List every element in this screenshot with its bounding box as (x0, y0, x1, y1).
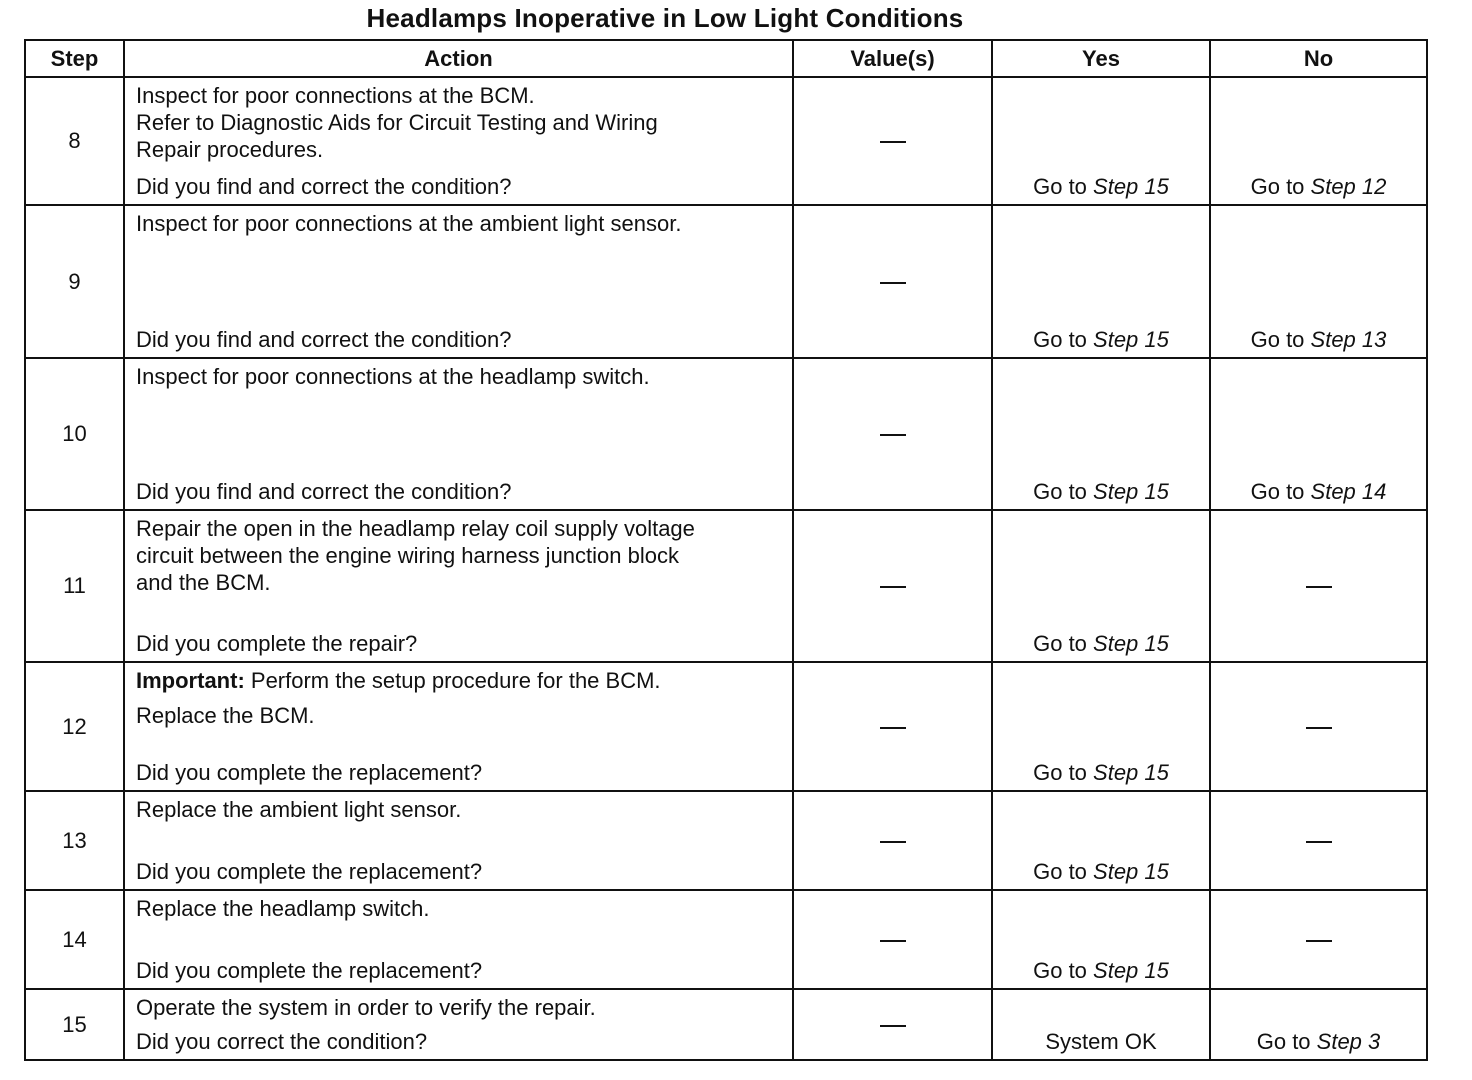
yes-cell (992, 989, 1210, 1060)
yes-cell (992, 791, 1210, 890)
action-line: Inspect for poor connections at the ambient light sensor. (136, 211, 682, 236)
yes-go-to: Go to (1033, 760, 1094, 785)
action-question: Did you complete the replacement? (136, 958, 483, 983)
value-dash (880, 141, 906, 143)
action-cell (124, 77, 793, 205)
no-dash (1306, 841, 1332, 843)
action-content (136, 667, 782, 786)
no-step-ref: Step 3 (1316, 1029, 1381, 1054)
action-content (136, 796, 782, 885)
step-number: 11 (25, 510, 124, 662)
action-cell (124, 989, 793, 1060)
yes-cell (992, 358, 1210, 510)
header-step: Step (25, 40, 124, 77)
action-question: Did you find and correct the condition? (136, 327, 512, 352)
yes-step-ref: Step 15 (1093, 760, 1169, 785)
yes-go-to: Go to (1033, 958, 1094, 983)
diagnostic-steps-table (24, 39, 1428, 1061)
no-go-to: Go to (1250, 174, 1311, 199)
value-cell (793, 77, 992, 205)
header-yes: Yes (992, 40, 1210, 77)
action-text: Perform the setup procedure for the BCM. (250, 668, 661, 693)
action-content (136, 210, 782, 353)
yes-cell (992, 662, 1210, 791)
yes-step-ref: Step 15 (1093, 479, 1169, 504)
action-line (136, 667, 782, 694)
no-step-ref: Step 13 (1310, 327, 1387, 352)
action-instructions (136, 363, 782, 390)
value-cell (793, 890, 992, 989)
value-cell (793, 358, 992, 510)
no-cell (1210, 662, 1427, 791)
yes-step-ref: Step 15 (1093, 327, 1169, 352)
table-row (25, 890, 1427, 989)
page-title: Headlamps Inoperative in Low Light Conditions (366, 3, 964, 33)
no-go-to: Go to (1250, 479, 1311, 504)
no-cell (1210, 510, 1427, 662)
action-cell (124, 358, 793, 510)
table-row (25, 791, 1427, 890)
value-dash (880, 282, 906, 284)
value-dash (880, 727, 906, 729)
header-action: Action (124, 40, 793, 77)
yes-go-to: Go to (1033, 859, 1094, 884)
action-content (136, 994, 782, 1055)
no-cell (1210, 791, 1427, 890)
yes-cell (992, 510, 1210, 662)
table-row (25, 205, 1427, 358)
important-label: Important: (136, 668, 245, 693)
action-content (136, 82, 782, 200)
action-instructions (136, 667, 782, 729)
value-dash (880, 1025, 906, 1027)
step-number: 8 (25, 77, 124, 205)
yes-go-to: Go to (1033, 479, 1094, 504)
action-question: Did you complete the replacement? (136, 760, 483, 785)
step-number: 9 (25, 205, 124, 358)
action-line: Inspect for poor connections at the headlamp switch. (136, 364, 650, 389)
table-body (25, 77, 1427, 1060)
action-content (136, 363, 782, 505)
value-cell (793, 662, 992, 791)
action-question: Did you complete the replacement? (136, 859, 483, 884)
action-content (136, 515, 782, 657)
no-dash (1306, 586, 1332, 588)
no-cell (1210, 890, 1427, 989)
action-instructions (136, 210, 782, 237)
action-question: Did you find and correct the condition? (136, 174, 512, 199)
yes-go-to: Go to (1033, 327, 1094, 352)
yes-go-to: Go to (1033, 174, 1094, 199)
action-line: Repair the open in the headlamp relay coil supply voltage (136, 516, 695, 541)
action-cell (124, 510, 793, 662)
value-dash (880, 586, 906, 588)
table-row (25, 989, 1427, 1060)
no-dash (1306, 940, 1332, 942)
action-line: and the BCM. (136, 570, 271, 595)
action-line: circuit between the engine wiring harness junction block (136, 543, 679, 568)
action-line: Replace the BCM. (136, 703, 315, 728)
no-dash (1306, 727, 1332, 729)
no-go-to: Go to (1250, 327, 1311, 352)
value-cell (793, 205, 992, 358)
yes-step-ref: Step 15 (1093, 859, 1169, 884)
value-dash (880, 841, 906, 843)
action-line: Operate the system in order to verify the repair. (136, 995, 596, 1020)
action-content (136, 895, 782, 984)
table-row (25, 510, 1427, 662)
yes-cell (992, 205, 1210, 358)
table-row (25, 77, 1427, 205)
action-instructions (136, 82, 782, 163)
action-cell (124, 890, 793, 989)
yes-cell (992, 890, 1210, 989)
action-cell (124, 791, 793, 890)
step-number: 10 (25, 358, 124, 510)
header-row (25, 40, 1427, 77)
action-instructions (136, 515, 782, 596)
no-step-ref: Step 12 (1310, 174, 1387, 199)
no-cell (1210, 205, 1427, 358)
no-cell (1210, 989, 1427, 1060)
yes-step-ref: Step 15 (1093, 174, 1169, 199)
step-number: 12 (25, 662, 124, 791)
yes-go-to: Go to (1033, 631, 1094, 656)
action-instructions (136, 796, 782, 823)
no-step-ref: Step 14 (1310, 479, 1387, 504)
action-instructions (136, 895, 782, 922)
yes-step-ref: Step 15 (1093, 631, 1169, 656)
step-number: 14 (25, 890, 124, 989)
value-cell (793, 989, 992, 1060)
yes-cell (992, 77, 1210, 205)
yes-step-ref: Step 15 (1093, 958, 1169, 983)
action-question: Did you correct the condition? (136, 1029, 428, 1054)
action-line: Replace the ambient light sensor. (136, 797, 462, 822)
header-value: Value(s) (793, 40, 992, 77)
step-number: 13 (25, 791, 124, 890)
action-instructions (136, 994, 782, 1021)
action-question: Did you complete the repair? (136, 631, 418, 656)
table-row (25, 358, 1427, 510)
value-cell (793, 791, 992, 890)
step-number: 15 (25, 989, 124, 1060)
no-go-to: Go to (1256, 1029, 1317, 1054)
header-no: No (1210, 40, 1427, 77)
value-dash (880, 940, 906, 942)
value-cell (793, 510, 992, 662)
no-cell (1210, 77, 1427, 205)
action-line: Replace the headlamp switch. (136, 896, 430, 921)
action-line: Refer to Diagnostic Aids for Circuit Testing and Wiring (136, 110, 658, 135)
action-cell (124, 205, 793, 358)
action-question: Did you find and correct the condition? (136, 479, 512, 504)
action-cell (124, 662, 793, 791)
action-line: Repair procedures. (136, 137, 324, 162)
action-line: Inspect for poor connections at the BCM. (136, 83, 535, 108)
value-dash (880, 434, 906, 436)
no-cell (1210, 358, 1427, 510)
table-row (25, 662, 1427, 791)
yes-text: System OK (1045, 1029, 1157, 1054)
